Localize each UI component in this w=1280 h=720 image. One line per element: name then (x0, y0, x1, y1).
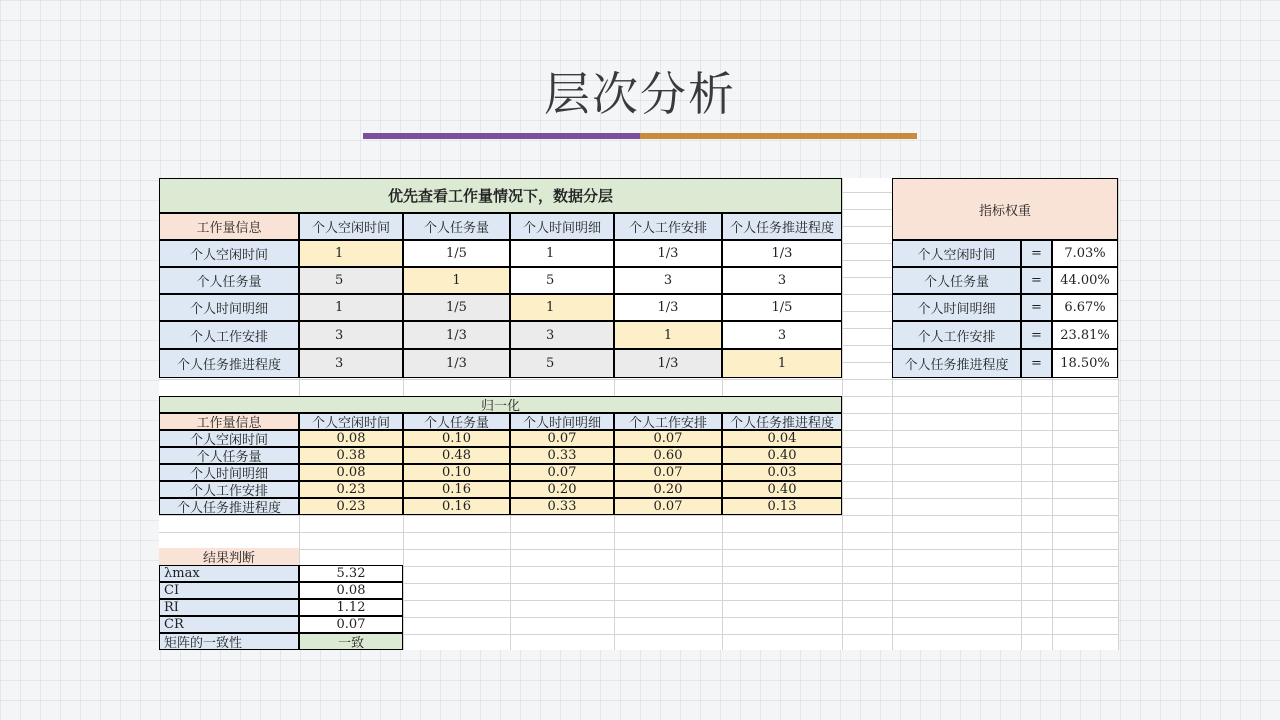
main-cell[interactable]: 1/3 (403, 321, 510, 349)
weight-equals: = (1021, 294, 1052, 321)
result-label: CR (159, 616, 299, 633)
main-col-header: 个人空闲时间 (299, 213, 403, 240)
page-title: 层次分析 (544, 67, 736, 121)
main-table-header: 优先查看工作量情况下，数据分层 (159, 178, 842, 213)
normalized-cell[interactable]: 0.07 (510, 430, 614, 447)
main-row-label: 个人工作安排 (159, 321, 299, 349)
normalized-col-header: 个人空闲时间 (299, 413, 403, 430)
weight-label: 个人空闲时间 (892, 240, 1021, 267)
normalized-cell[interactable]: 0.48 (403, 447, 510, 464)
weight-equals: = (1021, 240, 1052, 267)
weight-label: 个人工作安排 (892, 321, 1021, 349)
main-corner-cell: 工作量信息 (159, 213, 299, 240)
main-col-header: 个人任务量 (403, 213, 510, 240)
grid-line (1118, 178, 1119, 650)
main-row-label: 个人空闲时间 (159, 240, 299, 267)
main-row-label: 个人时间明细 (159, 294, 299, 321)
main-col-header: 个人时间明细 (510, 213, 614, 240)
main-cell[interactable]: 1/5 (403, 294, 510, 321)
title-underline-purple (363, 133, 640, 139)
normalized-cell[interactable]: 0.13 (722, 498, 842, 515)
result-value[interactable]: 5.32 (299, 565, 403, 582)
normalized-col-header: 个人时间明细 (510, 413, 614, 430)
main-cell[interactable]: 5 (299, 267, 403, 294)
main-row-label: 个人任务推进程度 (159, 349, 299, 378)
weight-equals: = (1021, 349, 1052, 378)
weight-label: 个人任务推进程度 (892, 349, 1021, 378)
weight-value[interactable]: 44.00% (1052, 267, 1118, 294)
normalized-cell[interactable]: 0.10 (403, 430, 510, 447)
main-cell[interactable]: 1 (299, 240, 403, 267)
normalized-cell[interactable]: 0.33 (510, 498, 614, 515)
normalized-cell[interactable]: 0.08 (299, 464, 403, 481)
main-cell[interactable]: 1/3 (614, 294, 722, 321)
main-cell[interactable]: 1/3 (403, 349, 510, 378)
main-cell[interactable]: 3 (722, 321, 842, 349)
main-col-header: 个人任务推进程度 (722, 213, 842, 240)
normalized-row-label: 个人空闲时间 (159, 430, 299, 447)
result-value[interactable]: 1.12 (299, 599, 403, 616)
result-value[interactable]: 0.07 (299, 616, 403, 633)
normalized-col-header: 个人工作安排 (614, 413, 722, 430)
weight-value[interactable]: 23.81% (1052, 321, 1118, 349)
result-label: RI (159, 599, 299, 616)
normalized-cell[interactable]: 0.40 (722, 481, 842, 498)
normalized-corner-cell: 工作量信息 (159, 413, 299, 430)
normalized-row-label: 个人工作安排 (159, 481, 299, 498)
normalized-row-label: 个人时间明细 (159, 464, 299, 481)
normalized-cell[interactable]: 0.60 (614, 447, 722, 464)
main-row-label: 个人任务量 (159, 267, 299, 294)
result-value[interactable]: 0.08 (299, 582, 403, 599)
main-cell[interactable]: 1/3 (614, 349, 722, 378)
spreadsheet (159, 178, 1119, 650)
normalized-cell[interactable]: 0.07 (614, 464, 722, 481)
result-label: λmax (159, 565, 299, 582)
weights-header: 指标权重 (892, 178, 1118, 240)
grid-line (842, 178, 843, 650)
main-cell[interactable]: 1 (510, 294, 614, 321)
normalized-cell[interactable]: 0.40 (722, 447, 842, 464)
normalized-header: 归一化 (159, 396, 842, 413)
main-cell[interactable]: 1 (614, 321, 722, 349)
main-col-header: 个人工作安排 (614, 213, 722, 240)
main-cell[interactable]: 3 (722, 267, 842, 294)
weight-equals: = (1021, 267, 1052, 294)
main-cell[interactable]: 1/3 (614, 240, 722, 267)
normalized-cell[interactable]: 0.04 (722, 430, 842, 447)
weight-value[interactable]: 18.50% (1052, 349, 1118, 378)
normalized-cell[interactable]: 0.20 (510, 481, 614, 498)
title-underline-orange (640, 133, 917, 139)
main-cell[interactable]: 1 (510, 240, 614, 267)
weight-value[interactable]: 7.03% (1052, 240, 1118, 267)
result-value[interactable]: 一致 (299, 633, 403, 650)
normalized-cell[interactable]: 0.16 (403, 498, 510, 515)
weight-value[interactable]: 6.67% (1052, 294, 1118, 321)
main-cell[interactable]: 1 (722, 349, 842, 378)
normalized-cell[interactable]: 0.16 (403, 481, 510, 498)
normalized-cell[interactable]: 0.23 (299, 481, 403, 498)
normalized-cell[interactable]: 0.03 (722, 464, 842, 481)
main-cell[interactable]: 1 (299, 294, 403, 321)
normalized-row-label: 个人任务量 (159, 447, 299, 464)
result-label: 矩阵的一致性 (159, 633, 299, 650)
normalized-cell[interactable]: 0.33 (510, 447, 614, 464)
main-cell[interactable]: 3 (299, 349, 403, 378)
normalized-row-label: 个人任务推进程度 (159, 498, 299, 515)
main-cell[interactable]: 5 (510, 267, 614, 294)
result-header: 结果判断 (159, 548, 299, 565)
main-cell[interactable]: 3 (614, 267, 722, 294)
normalized-cell[interactable]: 0.20 (614, 481, 722, 498)
normalized-cell[interactable]: 0.07 (614, 498, 722, 515)
normalized-cell[interactable]: 0.07 (510, 464, 614, 481)
main-cell[interactable]: 3 (299, 321, 403, 349)
weight-label: 个人时间明细 (892, 294, 1021, 321)
main-cell[interactable]: 3 (510, 321, 614, 349)
main-cell[interactable]: 1/5 (403, 240, 510, 267)
main-cell[interactable]: 1/5 (722, 294, 842, 321)
normalized-cell[interactable]: 0.23 (299, 498, 403, 515)
weight-label: 个人任务量 (892, 267, 1021, 294)
normalized-cell[interactable]: 0.07 (614, 430, 722, 447)
main-cell[interactable]: 1 (403, 267, 510, 294)
main-cell[interactable]: 1/3 (722, 240, 842, 267)
normalized-cell[interactable]: 0.38 (299, 447, 403, 464)
result-label: CI (159, 582, 299, 599)
normalized-col-header: 个人任务量 (403, 413, 510, 430)
normalized-cell[interactable]: 0.10 (403, 464, 510, 481)
normalized-cell[interactable]: 0.08 (299, 430, 403, 447)
main-cell[interactable]: 5 (510, 349, 614, 378)
weight-equals: = (1021, 321, 1052, 349)
normalized-col-header: 个人任务推进程度 (722, 413, 842, 430)
